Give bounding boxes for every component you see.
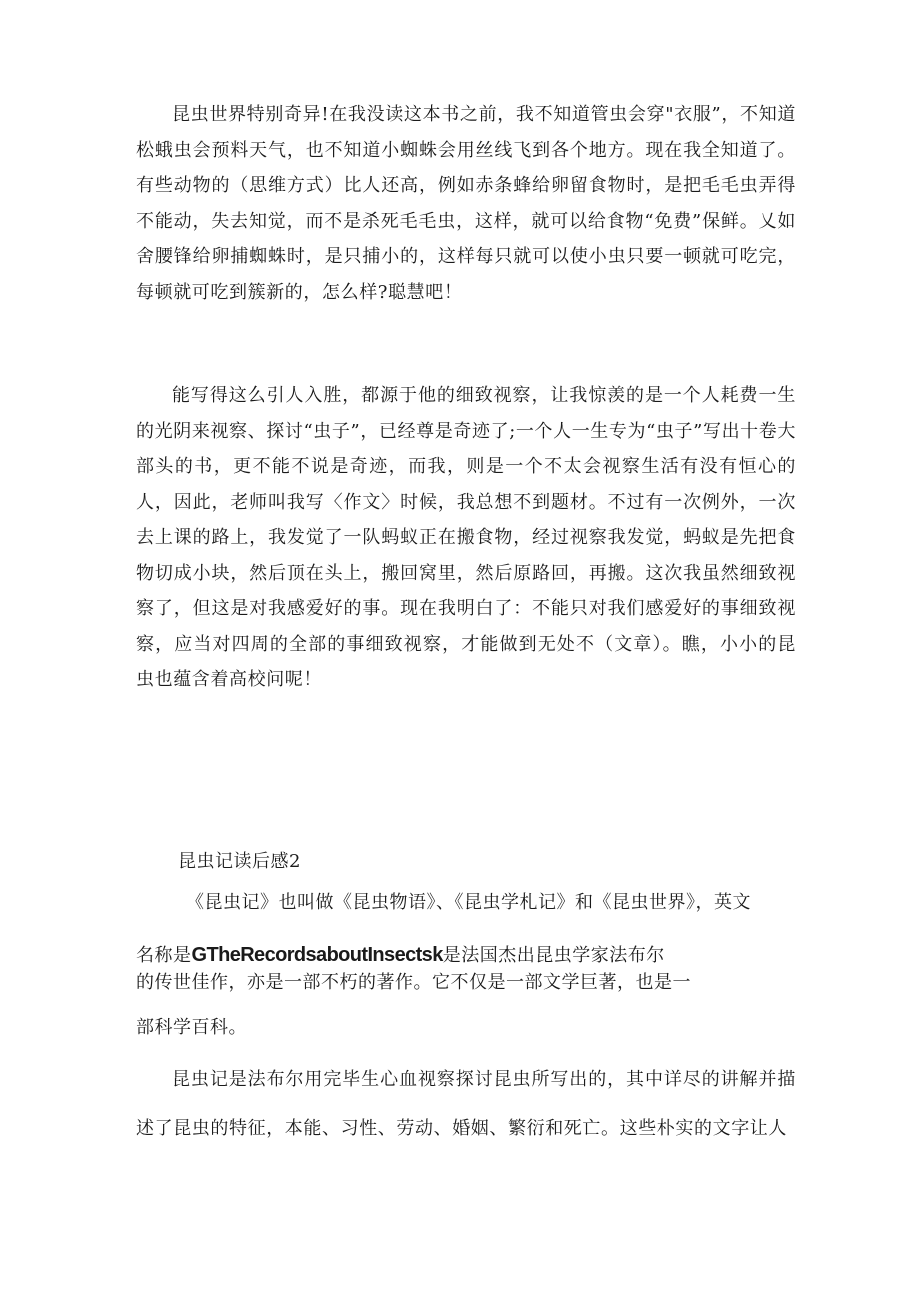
body-paragraph-2: 能写得这么引人入胜，都源于他的细致视察，让我惊羡的是一个人耗费一生的光阴来视察、探讨“虫子”，已经尊是奇迹了;一个人一生专为“虫子”写出十卷大部头的书，更不能不说是奇迹，而我，则是一个不太会视察生活有没有恒心的人，因此，老师叫我写〈作文〉时候，我总想不到题材。不过有一次例外，一次去上课的路上，我发觉了一队蚂蚁正在搬食物，经过视察我发觉，蚂蚁是先把食物切成小块，然后顶在头上，搬回窝里，然后原路回，再搬。这次我虽然细致视察了，但这是对我感爱好的事。现在我明白了：不能只对我们感爱好的事细致视察，应当对四周的全部的事细致视察，才能做到无处不（文章）。瞧，小小的昆虫也蕴含着高校问呢！: [136, 385, 796, 690]
body-paragraph-3-line-4: 部科学百科。: [136, 1017, 247, 1038]
body-paragraph-1: 昆虫世界特别奇异!在我没读这本书之前，我不知道管虫会穿"衣服”，不知道松蛾虫会预料天气，也不知道小蜘蛛会用丝线飞到各个地方。现在我全知道了。有些动物的（思维方式）比人还高，例如赤条蜂给卵留食物时，是把毛毛虫弄得不能动，失去知觉，而不是杀死毛毛虫，这样，就可以给食物“免费”保鲜。乂如舍腰锋给卵捕蜘蛛时，是只捕小的，这样每只就可以使小虫只要一顿就可吃完，每顿就可吃到簇新的，怎么样?聪慧吧！: [136, 104, 796, 303]
english-title: GTheRecordsaboutInsectsk: [191, 944, 443, 966]
body-paragraph-4: 昆虫记是法布尔用完毕生心血视察探讨昆虫所写出的，其中详尽的讲解并描述了昆虫的特征，本能、习性、劳动、婚姻、繁衍和死亡。这些朴实的文字让人: [136, 1069, 796, 1139]
body-paragraph-3-line-2: [136, 940, 796, 971]
section-heading: 昆虫记读后感2: [178, 851, 301, 872]
body-paragraph-3-line-3: 的传世佳作，亦是一部不朽的著作。它不仅是一部文学巨著，也是一: [136, 972, 691, 993]
line-2-prefix: 名称是: [136, 945, 192, 966]
body-paragraph-3-line-1: 《昆虫记》也叫做《昆虫物语》、《昆虫学札记》和《昆虫世界》，英文: [186, 892, 751, 913]
line-2-suffix: 是法国杰出昆虫学家法布尔: [442, 945, 665, 966]
